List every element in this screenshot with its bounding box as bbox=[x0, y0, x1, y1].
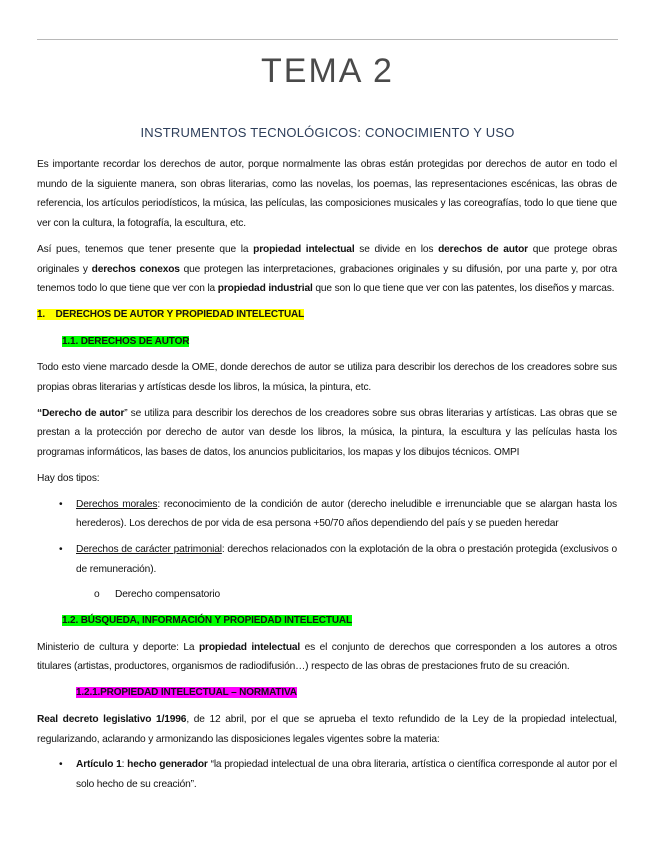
document-subtitle: INSTRUMENTOS TECNOLÓGICOS: CONOCIMIENTO Y USO bbox=[140, 125, 515, 140]
list-item bbox=[59, 755, 617, 794]
paragraph-real-decreto bbox=[37, 710, 617, 749]
text: que son lo que tiene que ver con las patentes, los diseños y marcas. bbox=[312, 283, 615, 295]
text: , de 12 abril, por el que se aprueba el texto refundido de la Ley de la propiedad intelectual, regularizando, aclarando y armonizando las disposiciones legales vigentes sobre la materia: bbox=[37, 713, 617, 745]
text: que protegen las interpretaciones, grabaciones originales y su difusión, por una parte y, por otra tenemos todo lo que tiene que ver con la bbox=[37, 263, 617, 295]
circle-bullet-icon: o bbox=[94, 589, 100, 601]
heading-1-text: 1. DERECHOS DE AUTOR Y PROPIEDAD INTELECTUAL bbox=[37, 308, 305, 320]
heading-1-2-1-text: 1.2.1.PROPIEDAD INTELECTUAL – NORMATIVA bbox=[76, 687, 297, 699]
paragraph-derecho-autor bbox=[37, 404, 617, 463]
text: que protege obras originales y bbox=[37, 243, 618, 275]
list-term: Artículo 1 bbox=[76, 759, 122, 771]
list-text: : derechos relacionados con la explotación de la obra o prestación protegida (exclusivos o de remuneración). bbox=[76, 543, 617, 575]
header-rule bbox=[37, 39, 618, 40]
paragraph-ministerio bbox=[37, 638, 617, 677]
heading-1-1 bbox=[62, 332, 617, 352]
list-text: : reconocimiento de la condición de autor (derecho ineludible e irrenunciable que se alargan hasta los herederos). Los derechos de por vida de esa persona +50/70 años dependiendo del país y se pueden heredar bbox=[76, 498, 617, 530]
list-tipos bbox=[37, 495, 617, 580]
bullet-icon: • bbox=[59, 759, 63, 771]
heading-1-2-text: 1.2. BÚSQUEDA, INFORMACIÓN Y PROPIEDAD INTELECTUAL bbox=[62, 615, 352, 627]
heading-1-1-text: 1.1. DERECHOS DE AUTOR bbox=[62, 335, 190, 347]
text: es el conjunto de derechos que corresponden a los autores a otros titulares (artistas, productores, organismos de radiodifusión…) respecto de las obras de prestaciones fruto de su creación. bbox=[37, 641, 618, 673]
bullet-icon: • bbox=[59, 543, 63, 555]
bold-text: Real decreto legislativo 1/1996 bbox=[37, 713, 187, 725]
bold-text: propiedad intelectual bbox=[253, 243, 355, 255]
heading-1 bbox=[37, 305, 617, 325]
paragraph-propiedad bbox=[37, 240, 617, 299]
paragraph-intro: Es importante recordar los derechos de autor, porque normalmente las obras están protegidas por derechos de autor en todo el mundo de la siguiente manera, son obras literarias, como las novelas, los poemas, las representaciones escénicas, las obras de referencia, los artículos periodísticos, la música, las películas, las composiciones musicales y las coreografías, todo lo que tiene que ver con la cultura, la fotografía, la escultura, etc. bbox=[37, 159, 617, 230]
list-item bbox=[59, 540, 617, 579]
list-term: Derechos morales bbox=[76, 498, 158, 510]
list-term: Derechos de carácter patrimonial bbox=[76, 543, 222, 555]
heading-1-2 bbox=[62, 611, 617, 631]
bold-text: derechos de autor bbox=[438, 243, 528, 255]
bold-text: propiedad industrial bbox=[217, 283, 313, 295]
bullet-icon: • bbox=[59, 498, 63, 510]
list-term: hecho generador bbox=[127, 759, 208, 771]
text: Ministerio de cultura y deporte: La bbox=[37, 641, 199, 653]
paragraph-tipos: Hay dos tipos: bbox=[37, 472, 100, 484]
text: : bbox=[121, 759, 128, 771]
paragraph-ome: Todo esto viene marcado desde la OME, donde derechos de autor se utiliza para describir los derechos de los creadores sobre sus propias obras literarias y artísticas desde los libros, la música, la pintura, etc. bbox=[37, 362, 617, 394]
heading-1-2-1 bbox=[76, 683, 617, 703]
list-text: “la propiedad intelectual de una obra literaria, artística o científica corresponde al autor por el solo hecho de su creación”. bbox=[76, 759, 617, 790]
list-articulos bbox=[37, 755, 617, 794]
list-item bbox=[59, 495, 617, 534]
bold-text: derechos conexos bbox=[91, 263, 180, 275]
document-body bbox=[37, 155, 617, 801]
sub-list-item bbox=[37, 585, 617, 605]
sub-list-text: Derecho compensatorio bbox=[115, 589, 221, 601]
text: ” se utiliza para describir los derechos de los creadores sobre sus obras literarias y artísticas. Las obras que se prestan a la protección por derecho de autor van desde los libros, la música, la pintura, la escultura y las películas hasta los programas informáticos, las bases de datos, los anuncios publicitarios, los mapas y los dibujos técnicos. OMPI bbox=[37, 407, 617, 459]
bold-text: propiedad intelectual bbox=[198, 641, 301, 653]
text: se divide en los bbox=[354, 243, 439, 255]
document-title: TEMA 2 bbox=[261, 52, 394, 90]
text: Así pues, tenemos que tener presente que la bbox=[37, 243, 254, 255]
bold-text: “Derecho de autor bbox=[37, 407, 125, 419]
